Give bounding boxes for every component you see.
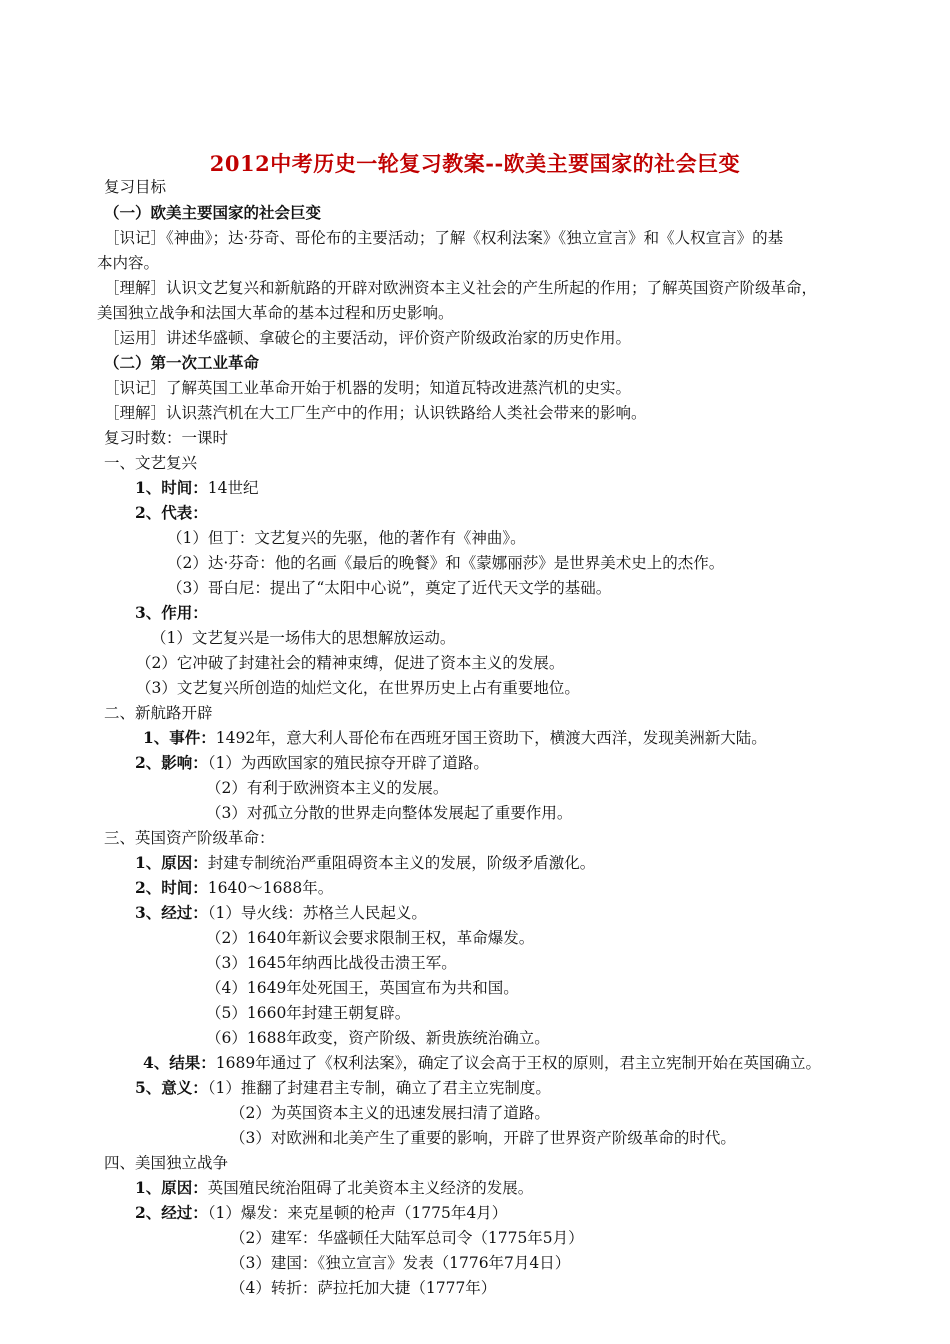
sec1-time-label: 1、时间： [135, 478, 208, 497]
part2-jiji: ［识记］了解英国工业革命开始于机器的发明；知道瓦特改进蒸汽机的史实。 [104, 379, 632, 397]
sec1-role3: （3）文艺复兴所创造的灿烂文化，在世界历史上占有重要地位。 [136, 679, 580, 697]
sec3-time-value: 1640～1688年。 [207, 879, 334, 897]
sec2-impact [135, 753, 489, 773]
part1-heading: （一）欧美主要国家的社会巨变 [104, 203, 322, 222]
part2-heading: （二）第一次工业革命 [104, 353, 260, 372]
part2-lijie: ［理解］认识蒸汽机在大工厂生产中的作用；认识铁路给人类社会带来的影响。 [104, 404, 647, 422]
sec4-cause-value: 英国殖民统治阻碍了北美资本主义经济的发展。 [207, 1179, 534, 1197]
sec1-rep2: （2）达·芬奇：他的名画《最后的晚餐》和《蒙娜丽莎》是世界美术史上的杰作。 [167, 554, 725, 572]
sec3-process [135, 903, 427, 923]
sec3-p1: （1）导火线：苏格兰人民起义。 [207, 904, 427, 922]
sec4-p3: （3）建国：《独立宣言》发表（1776年7月4日） [230, 1254, 571, 1272]
sec1-rep3: （3）哥白尼：提出了“太阳中心说”，奠定了近代天文学的基础。 [167, 579, 612, 597]
sec4-p2: （2）建军：华盛顿任大陆军总司令（1775年5月） [230, 1229, 584, 1247]
sec1-role1: （1）文艺复兴是一场伟大的思想解放运动。 [151, 629, 456, 647]
sec3-time [135, 878, 333, 898]
sec3-time-label: 2、时间： [135, 878, 208, 897]
sec3-m3: （3）对欧洲和北美产生了重要的影响，开辟了世界资产阶级革命的时代。 [230, 1129, 736, 1147]
sec3-result-value: 1689年通过了《权利法案》，确定了议会高于王权的原则，君主立宪制开始在英国确立。 [215, 1054, 821, 1072]
review-goal-heading: 复习目标 [104, 178, 167, 196]
sec3-p2: （2）1640年新议会要求限制王权，革命爆发。 [206, 929, 535, 947]
sec1-heading: 一、文艺复兴 [104, 454, 198, 472]
sec4-cause-label: 1、原因： [135, 1178, 208, 1197]
sec2-event [143, 728, 767, 748]
sec3-process-label: 3、经过： [135, 903, 208, 922]
sec3-result [143, 1053, 821, 1073]
sec2-event-value: 1492年，意大利人哥伦布在西班牙国王资助下，横渡大西洋，发现美洲新大陆。 [215, 729, 767, 747]
sec3-result-label: 4、结果： [143, 1053, 216, 1072]
part1-yunyong: ［运用］讲述华盛顿、拿破仑的主要活动，评价资产阶级政治家的历史作用。 [104, 329, 632, 347]
sec3-meaning-label: 5、意义： [135, 1078, 208, 1097]
sec2-heading: 二、新航路开辟 [104, 704, 213, 722]
review-time: 复习时数：一课时 [104, 429, 229, 447]
part1-jiji-line2: 本内容。 [97, 254, 160, 272]
sec3-p3: （3）1645年纳西比战役击溃王军。 [206, 954, 457, 972]
sec3-cause-label: 1、原因： [135, 853, 208, 872]
sec3-heading: 三、英国资产阶级革命： [104, 829, 275, 847]
sec3-m1: （1）推翻了封建君主专制，确立了君主立宪制度。 [207, 1079, 551, 1097]
part1-lijie-line2: 美国独立战争和法国大革命的基本过程和历史影响。 [97, 304, 454, 322]
sec1-rep1: （1）但丁：文艺复兴的先驱，他的著作有《神曲》。 [167, 529, 526, 547]
sec2-impact2: （2）有利于欧洲资本主义的发展。 [206, 779, 449, 797]
sec2-impact-label: 2、影响： [135, 753, 208, 772]
sec3-p4: （4）1649年处死国王，英国宣布为共和国。 [206, 979, 519, 997]
sec2-impact3: （3）对孤立分散的世界走向整体发展起了重要作用。 [206, 804, 573, 822]
sec3-m2: （2）为英国资本主义的迅速发展扫清了道路。 [230, 1104, 550, 1122]
sec1-role2: （2）它冲破了封建社会的精神束缚，促进了资本主义的发展。 [136, 654, 565, 672]
sec4-process [135, 1203, 507, 1223]
sec4-process-label: 2、经过： [135, 1203, 208, 1222]
sec3-p6: （6）1688年政变，资产阶级、新贵族统治确立。 [206, 1029, 550, 1047]
sec2-event-label: 1、事件： [143, 728, 216, 747]
sec4-cause [135, 1178, 533, 1198]
sec2-impact1: （1）为西欧国家的殖民掠夺开辟了道路。 [207, 754, 489, 772]
document-title: 2012中考历史一轮复习教案--欧美主要国家的社会巨变 [209, 151, 741, 176]
sec1-role-label: 3、作用： [135, 603, 208, 622]
sec3-meaning [135, 1078, 551, 1098]
sec3-p5: （5）1660年封建王朝复辟。 [206, 1004, 411, 1022]
part1-lijie-line1: ［理解］认识文艺复兴和新航路的开辟对欧洲资本主义社会的产生所起的作用；了解英国资产阶级革命， [104, 279, 818, 297]
sec4-p1: （1）爆发：来克星顿的枪声（1775年4月） [207, 1204, 508, 1222]
sec4-heading: 四、美国独立战争 [104, 1154, 229, 1172]
sec1-time [135, 478, 259, 498]
sec1-rep-label: 2、代表： [135, 503, 208, 522]
sec3-cause-value: 封建专制统治严重阻碍资本主义的发展，阶级矛盾激化。 [207, 854, 596, 872]
sec4-p4: （4）转折：萨拉托加大捷（1777年） [230, 1279, 497, 1297]
part1-jiji-line1: ［识记］《神曲》；达·芬奇、哥伦布的主要活动；了解《权利法案》《独立宣言》和《人权宣言》的基 [104, 229, 784, 247]
sec1-time-value: 14世纪 [207, 479, 259, 497]
sec3-cause [135, 853, 595, 873]
